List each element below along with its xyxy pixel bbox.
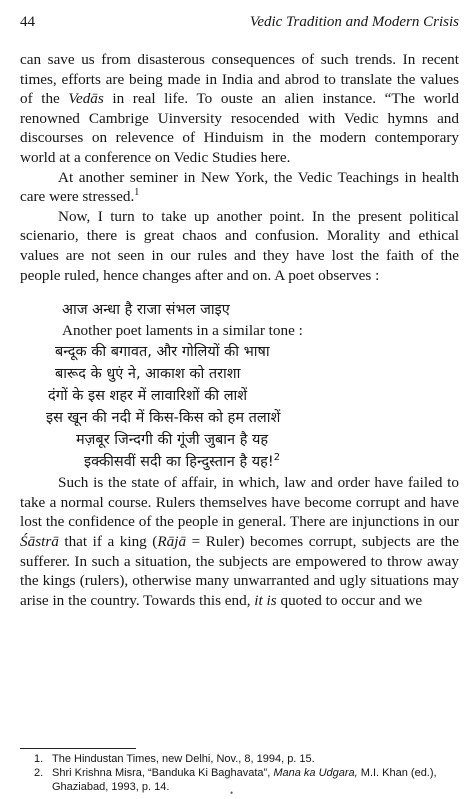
footnote-2-number: 2. xyxy=(34,767,44,779)
footnote-divider xyxy=(20,748,136,749)
footnote-ref-1: 1 xyxy=(134,187,140,199)
paragraph-4-part-d: quoted to occur and we xyxy=(276,591,423,609)
verse-line-7 xyxy=(20,451,459,473)
paragraph-2 xyxy=(20,168,459,207)
footnote-2 xyxy=(34,766,459,794)
paragraph-4-part-b: that if a king ( xyxy=(58,532,158,550)
running-title: Vedic Tradition and Modern Crisis xyxy=(249,14,459,30)
verse-line-4: दंगों के इस शहर में लावारिशों की लाशें xyxy=(48,388,248,405)
verse-line-6: मज़बूर जिन्दगी की गूंजी जुबान है यह xyxy=(76,432,269,449)
footnote-1-number: 1. xyxy=(34,753,44,765)
sastra-term: Śāstrā xyxy=(20,532,59,550)
paragraph-1-part-a: can save us from disasterous consequences of such trends. In recent times, efforts are being made in India and abrod to translate the values of the xyxy=(20,51,459,108)
footnote-1-text: The Hindustan Times, new Delhi, Nov., 8, 1994, p. 15. xyxy=(52,753,315,765)
page-header xyxy=(20,8,459,32)
footnote-2-italic-title: Mana ka Udgara, xyxy=(273,767,358,779)
paragraph-1-part-b: in real life. To ouste an alien instance. “The world renowned Cambrige Uinversity resocended with Vedic hymns and discourses on relevence of Hinduism in the modern contemporary world at a conference on Vedic Studies here. xyxy=(20,90,459,166)
scan-speck: • xyxy=(230,788,234,798)
verse-line-1: आज अन्धा है राजा संभल जाइए xyxy=(62,302,230,319)
footnotes xyxy=(34,752,459,794)
footnote-2-text-a: Shri Krishna Misra, “Banduka Ki Baghavata”, xyxy=(52,767,274,779)
paragraph-1 xyxy=(20,50,459,168)
verse-line-7-text: इक्कीसवीं सदी का हिन्दुस्तान है यह! xyxy=(84,454,274,471)
verse-line-3: बारूद के धुएं ने, आकाश को तराशा xyxy=(55,366,241,383)
footnote-1 xyxy=(34,752,459,766)
vedas-term: Vedās xyxy=(68,90,104,108)
paragraph-2-text: At another seminer in New York, the Vedic Teachings in health care were stressed. xyxy=(20,168,459,206)
paragraph-4-part-c: = Ruler) becomes corrupt, subjects are the sufferer. In such a situation, the subjects are empowered to throw away the kings (rulers), otherwise many unwarranted and ugly situations may arise in the country. Towards this end, xyxy=(20,532,459,609)
paragraph-4-part-a: Such is the state of affair, in which, law and order have failed to take a normal course. Rulers themselves have become corrupt and have lost the confidence of the people in general. There are injunctions in our xyxy=(20,474,459,531)
verse-line-5: इस खून की नदी में किस-किस को हम तलाशें xyxy=(46,410,281,427)
verse-lead-in: Another poet laments in a similar tone : xyxy=(62,322,303,340)
paragraph-4 xyxy=(20,473,459,610)
footnote-2-text-b: M.I. Khan (ed.), Ghaziabad, 1993, p. 14. xyxy=(52,767,437,793)
hindi-verse xyxy=(20,299,459,473)
main-text xyxy=(20,50,459,610)
verse-line-2: बन्दूक की बगावत, और गोलियों की भाषा xyxy=(55,344,270,361)
raja-term: Rājā xyxy=(157,532,187,550)
page-number: 44 xyxy=(20,14,35,30)
footnote-ref-2: 2 xyxy=(273,452,281,464)
it-is-term: it is xyxy=(254,591,277,609)
paragraph-3: Now, I turn to take up another point. In the present political scienario, there is great chaos and confusion. Morality and ethical values are not seen in our rules and they have lost the faith of the people ruled, hence changes after and on. A poet observes : xyxy=(20,207,459,284)
